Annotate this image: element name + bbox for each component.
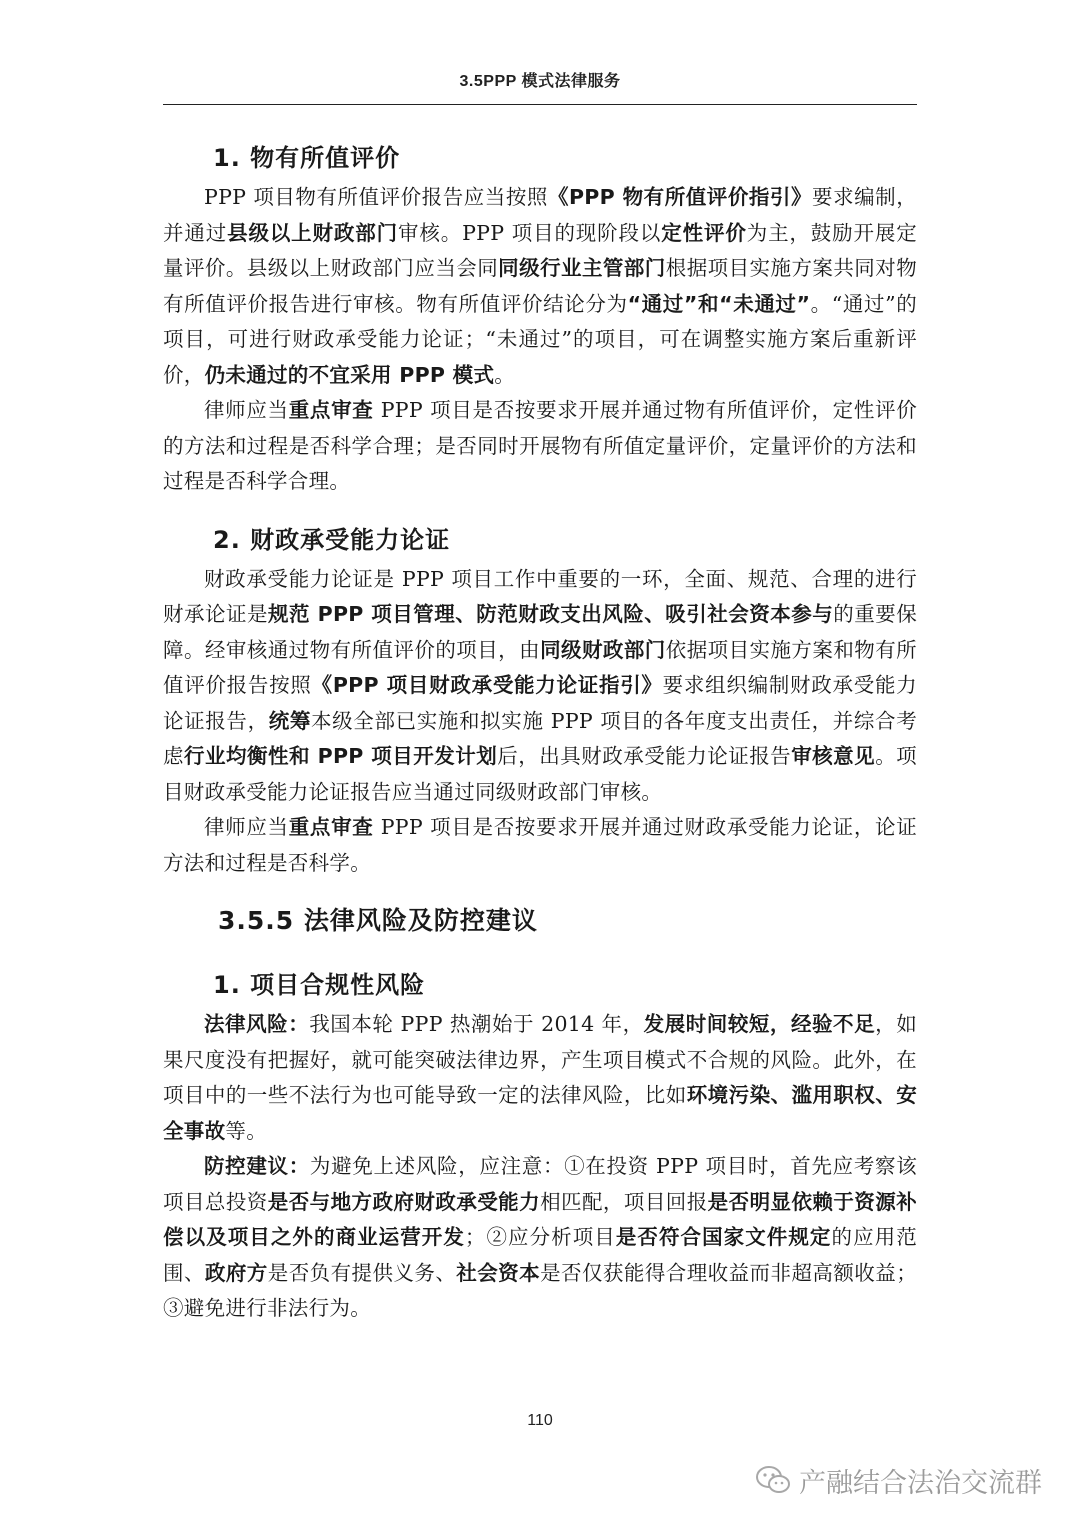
text-run: 相匹配，项目回报 <box>540 1189 708 1214</box>
bold-text-run: 统筹 <box>268 708 312 733</box>
bold-text-run: 行业均衡性和 PPP 项目开发计划 <box>184 744 498 768</box>
bold-text-run: 仍未通过的不宜采用 PPP 模式 <box>204 362 495 387</box>
text-run: 等。 <box>225 1118 268 1143</box>
text-run: 财政承受能力论证是 PPP 项目工作中重要的一环，全面、规范、合理的进行财承论证是 <box>163 566 917 626</box>
bold-text-run: 发展时间较短，经验不足 <box>643 1012 876 1036</box>
section-heading-legal-risk: 3.5.5 法律风险及防控建议 <box>218 906 538 935</box>
bold-text-run: 是否明显依赖于资源补偿以及项目之外的商业运营开发 <box>163 1189 918 1249</box>
bold-text-run: 定性评价 <box>661 220 747 245</box>
bold-text-run: 防控建议： <box>204 1154 310 1178</box>
bold-text-run: 同级行业主管部门 <box>498 256 666 280</box>
bold-text-run: 是否符合国家文件规定 <box>615 1225 832 1249</box>
bold-text-run: 审核意见 <box>791 744 876 768</box>
text-run: 的重要保障。经审核通过物有所值评价的项目，由 <box>163 602 918 662</box>
bold-text-run: 重点审查 <box>288 815 374 839</box>
text-run: ；②应分析项目 <box>464 1225 616 1249</box>
watermark-text: 产融结合法治交流群 <box>799 1467 1042 1499</box>
paragraph <box>163 810 917 881</box>
paragraph <box>163 1149 917 1327</box>
page-content <box>163 136 917 1327</box>
header-rule <box>163 104 917 105</box>
text-run: 我国本轮 PPP 热潮始于 2014 年， <box>309 1012 644 1036</box>
subsection-heading-compliance-risk: 1. 项目合规性风险 <box>213 971 426 999</box>
text-run: PPP 项目物有所值评价报告应当按照 <box>204 185 548 209</box>
bold-text-run: 是否与地方政府财政承受能力 <box>267 1189 541 1214</box>
bold-text-run: 重点审查 <box>288 398 374 422</box>
text-run: 。项目财政承受能力论证报告应当通过同级财政部门审核。 <box>163 744 917 804</box>
bold-text-run: 同级财政部门 <box>540 637 666 662</box>
text-run: 本级全部已实施和拟实施 PPP 项目的各年度支出责任，并综合考虑 <box>163 708 917 768</box>
text-run: 是否仅获能得合理收益而非超高额收益；③避免进行非法行为。 <box>163 1260 917 1320</box>
text-run: 。 <box>494 362 516 387</box>
bold-text-run: 环境污染、滥用职权、安全事故 <box>163 1083 918 1143</box>
bold-text-run: 法律风险： <box>204 1012 310 1036</box>
bold-text-run: 规范 PPP 项目管理、防范财政支出风险、吸引社会资本参与 <box>268 602 834 626</box>
paragraph <box>163 562 917 811</box>
text-run: 为主，鼓励开展定量评价。县级以上财政部门应当会同 <box>163 220 918 280</box>
paragraph <box>163 1007 917 1149</box>
subsection-heading-value-for-money: 1. 物有所值评价 <box>213 144 401 172</box>
wechat-icon <box>755 1465 791 1495</box>
text-run: 根据项目实施方案共同对物有所值评价报告进行审核。物有所值评价结论分为 <box>163 256 917 316</box>
bold-text-run: “通过”和“未通过” <box>627 291 811 316</box>
running-header: 3.5PPP 模式法律服务 <box>459 73 621 90</box>
page-number: 110 <box>527 1412 553 1429</box>
bold-text-run: 《PPP 物有所值评价指引》 <box>547 185 813 209</box>
text-run: PPP 项目是否按要求开展并通过物有所值评价，定性评价的方法和过程是否科学合理；是否同时开展物有所值定量评价，定量评价的方法和过程是否科学合理。 <box>163 398 918 493</box>
paragraph <box>163 180 917 393</box>
text-run: 依据项目实施方案和物有所值评价报告按照 <box>163 637 917 697</box>
text-run: 的应用范围、 <box>163 1225 918 1285</box>
bold-text-run: 《PPP 项目财政承受能力论证指引》 <box>311 673 663 697</box>
bold-text-run: 政府方 <box>204 1260 268 1285</box>
text-run: 为避免上述风险，应注意：①在投资 PPP 项目时，首先应考察该项目总投资 <box>163 1154 917 1214</box>
text-run: 要求组织编制财政承受能力论证报告， <box>163 673 917 733</box>
text-run: 律师应当 <box>204 398 289 422</box>
text-run: 。“通过”的项目，可进行财政承受能力论证；“未通过”的项目，可在调整实施方案后重新评价， <box>163 291 917 387</box>
text-run: PPP 项目是否按要求开展并通过财政承受能力论证，论证方法和过程是否科学。 <box>163 815 918 875</box>
text-run: 后，出具财政承受能力论证报告 <box>497 744 792 768</box>
text-run: 律师应当 <box>204 815 289 839</box>
text-run: 审核。PPP 项目的现阶段以 <box>397 220 662 245</box>
paragraph <box>163 393 917 500</box>
watermark <box>755 1460 1042 1500</box>
text-run: 要求编制，并通过 <box>163 185 918 245</box>
text-run: 是否负有提供义务、 <box>267 1260 457 1285</box>
bold-text-run: 县级以上财政部门 <box>227 220 398 245</box>
text-run: ，如果尺度没有把握好，就可能突破法律边界，产生项目模式不合规的风险。此外，在项目中的一些不法行为也可能导致一定的法律风险，比如 <box>163 1012 918 1107</box>
bold-text-run: 社会资本 <box>456 1260 541 1285</box>
subsection-heading-fiscal-capacity: 2. 财政承受能力论证 <box>213 525 451 554</box>
